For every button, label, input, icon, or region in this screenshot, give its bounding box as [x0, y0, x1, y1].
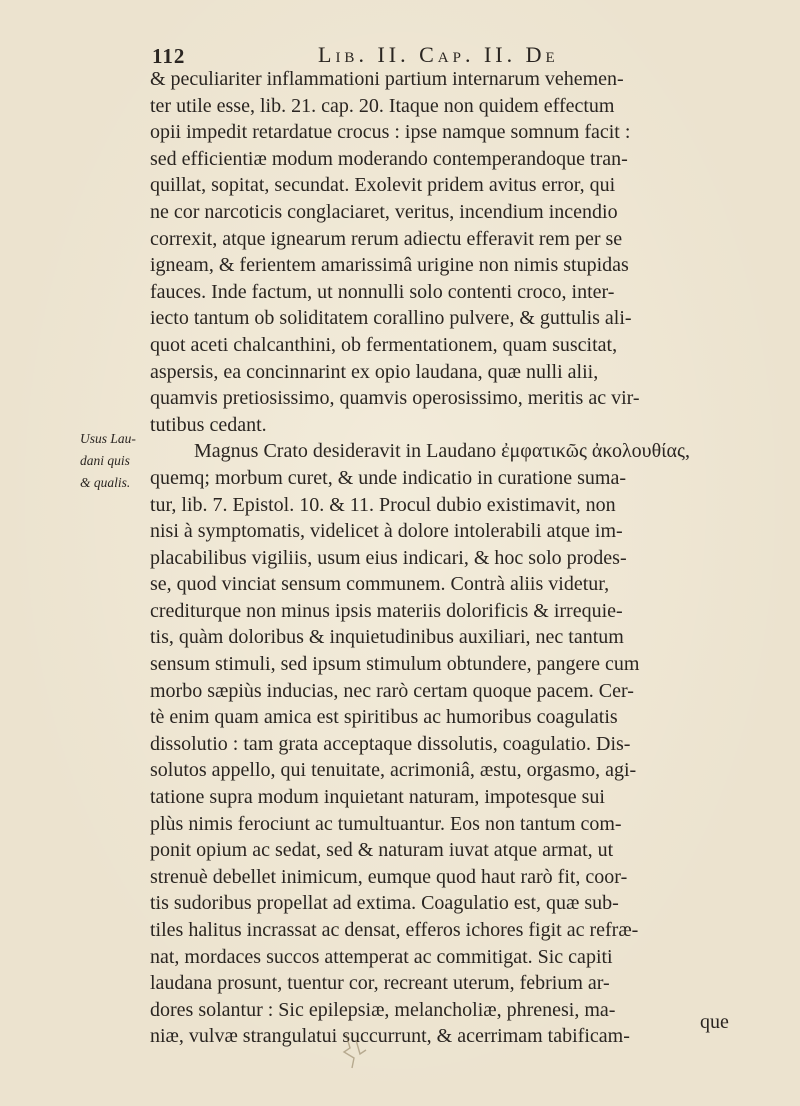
text-line: laudana prosunt, tuentur cor, recreant uterum, febrium ar- — [150, 972, 610, 995]
text-line: ne cor narcoticis conglaciaret, veritus, incendium incendio — [150, 200, 618, 223]
text-line: tur, lib. 7. Epistol. 10. & 11. Procul dubio existimavit, non — [150, 493, 616, 516]
marginal-note-line: Usus Lau- — [80, 431, 136, 446]
text-line: igneam, & ferientem amarissimâ urigine non nimis stupidas — [150, 254, 629, 277]
marginal-note — [80, 428, 144, 494]
text-line: quamvis pretiosissimo, quamvis operosissimo, meritis ac vir- — [150, 387, 640, 410]
text-line: niæ, vulvæ strangulatui succurrunt, & acerrimam tabificam- — [150, 1025, 630, 1048]
text-line: morbo sæpiùs inducias, nec rarò certam quoque pacem. Cer- — [150, 679, 634, 702]
text-line: crediturque non minus ipsis materiis dolorificis & irrequie- — [150, 599, 623, 622]
text-line: solutos appello, qui tenuitate, acrimoniâ, æstu, orgasmo, agi- — [150, 759, 637, 782]
text-line: strenuè debellet inimicum, eumque quod haut rarò fit, coor- — [150, 865, 628, 888]
text-line: aspersis, ea concinnarint ex opio laudana, quæ nulli alii, — [150, 360, 599, 383]
text-line: tatione supra modum inquietant naturam, impotesque sui — [150, 786, 605, 809]
text-line: sensum stimuli, sed ipsum stimulum obtundere, pangere cum — [150, 653, 640, 676]
text-line: quemq; morbum curet, & unde indicatio in curatione suma- — [150, 466, 626, 489]
text-line: tè enim quam amica est spiritibus ac humoribus coagulatis — [150, 706, 618, 729]
text-line: ter utile esse, lib. 21. cap. 20. Itaque non quidem effectum — [150, 94, 615, 117]
text-line: nat, mordaces succos attemperat ac commitigat. Sic capiti — [150, 945, 613, 968]
text-line: tis sudoribus propellat ad extima. Coagulatio est, quæ sub- — [150, 892, 619, 915]
text-line: tis, quàm doloribus & inquietudinibus auxiliari, nec tantum — [150, 626, 624, 649]
text-line: fauces. Inde factum, ut nonnulli solo contenti croco, inter- — [150, 280, 615, 303]
text-line: se, quod vinciat sensum communem. Contrà aliis videtur, — [150, 573, 610, 596]
running-head: Lib. II. Cap. II. De — [318, 42, 559, 67]
catchword: que — [700, 1011, 729, 1033]
text-line: iecto tantum ob soliditatem corallino pulvere, & guttulis ali- — [150, 307, 632, 330]
text-line: nisi à symptomatis, videlicet à dolore intolerabili atque im- — [150, 520, 623, 543]
text-line: dissolutio : tam grata acceptaque dissolutis, coagulatio. Dis- — [150, 732, 631, 755]
text-line: tiles halitus incrassat ac densat, efferos ichores figit ac refræ- — [150, 919, 639, 941]
text-line: correxit, atque ignearum rerum adiectu efferavit rem per se — [150, 227, 623, 250]
text-line: dores solantur : Sic epilepsiæ, melancholiæ, phrenesi, ma- — [150, 998, 616, 1021]
ink-smudge-mark — [332, 1028, 378, 1074]
text-line: opii impedit retardatue crocus : ipse namque somnum facit : — [150, 121, 631, 144]
text-line: tutibus cedant. — [150, 413, 267, 436]
text-line: sed efficientiæ modum moderando contemperandoque tran- — [150, 147, 628, 170]
text-line: & peculiariter inflammationi partium internarum vehemen- — [150, 68, 624, 90]
marginal-note-line: dani quis — [80, 453, 130, 468]
marginal-note-line: & qualis. — [80, 475, 131, 490]
text-line: quot aceti chalcanthini, ob fermentationem, quam suscitat, — [150, 333, 618, 356]
text-line: placabilibus vigiliis, usum eius indicari, & hoc solo prodes- — [150, 546, 627, 569]
text-line: ponit opium ac sedat, sed & naturam iuvat atque armat, ut — [150, 839, 614, 862]
text-line: quillat, sopitat, secundat. Exolevit pridem avitus error, qui — [150, 174, 616, 197]
text-line: Magnus Crato desideravit in Laudano ἐμφατικῶς ἀκολουθίας, — [194, 440, 690, 463]
text-line: plùs nimis ferociunt ac tumultuantur. Eos non tantum com- — [150, 812, 622, 835]
body-text — [150, 66, 742, 1050]
page-number: 112 — [152, 44, 186, 68]
